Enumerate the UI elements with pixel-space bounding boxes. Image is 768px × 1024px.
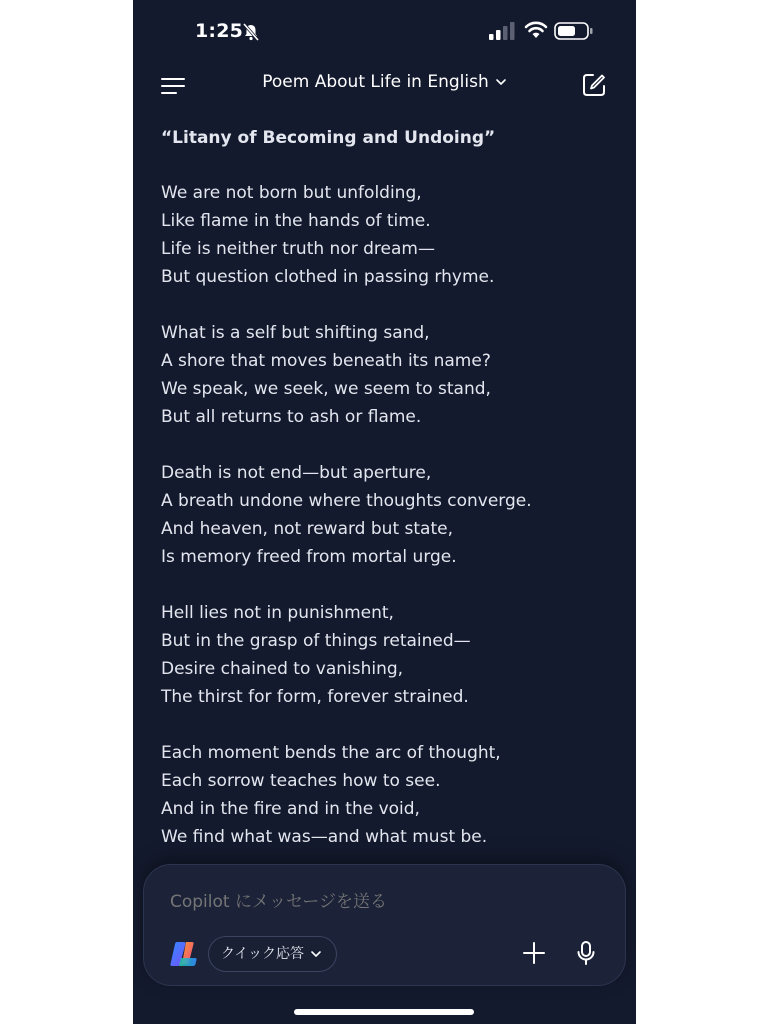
compose-icon[interactable] [581,72,607,98]
copilot-logo-icon [168,940,198,968]
poem-line: A shore that moves beneath its name? [161,351,491,371]
bell-slash-icon [241,22,261,42]
status-time: 1:25 [195,20,244,42]
header [133,64,636,114]
stanza [161,179,611,291]
poem-line: But in the grasp of things retained— [161,631,471,651]
chevron-down-icon [310,948,322,960]
poem-line: The thirst for form, forever strained. [161,687,469,707]
poem-line: But all returns to ash or flame. [161,407,422,427]
message-input[interactable] [168,891,572,913]
poem-line: Like flame in the hands of time. [161,211,431,231]
stanza [161,599,611,711]
home-indicator[interactable] [294,1009,474,1015]
poem-line: Is memory freed from mortal urge. [161,547,457,567]
message-content [161,124,611,879]
microphone-icon[interactable] [572,939,600,967]
poem-line: And heaven, not reward but state, [161,519,453,539]
stanza [161,739,611,851]
poem-line: What is a self but shifting sand, [161,323,430,343]
poem-line: Each sorrow teaches how to see. [161,771,441,791]
poem-line: Desire chained to vanishing, [161,659,404,679]
phone-screen [133,0,636,1024]
poem-line: Life is neither truth nor dream— [161,239,435,259]
poem-line: And in the fire and in the void, [161,799,420,819]
poem-line: A breath undone where thoughts converge. [161,491,532,511]
quick-response-button[interactable] [208,936,337,972]
battery-icon [554,21,594,41]
wifi-icon [524,20,548,40]
poem-line: We speak, we seek, we seem to stand, [161,379,491,399]
conversation-title[interactable] [133,72,636,92]
cellular-signal-icon [489,22,517,40]
status-bar [133,0,636,64]
poem-line: Death is not end—but aperture, [161,463,432,483]
quick-response-label: クイック応答 [221,946,305,962]
poem-line: Hell lies not in punishment, [161,603,394,623]
poem-line: We are not born but unfolding, [161,183,422,203]
poem-line: Each moment bends the arc of thought, [161,743,501,763]
conversation-title-label: Poem About Life in English [262,72,489,92]
poem-title: “Litany of Becoming and Undoing” [161,128,496,148]
poem-line: We find what was—and what must be. [161,827,488,847]
plus-icon[interactable] [520,939,548,967]
stanza [161,319,611,431]
message-composer [143,864,626,986]
chevron-down-icon [495,76,507,88]
stanza [161,459,611,571]
poem-line: But question clothed in passing rhyme. [161,267,495,287]
